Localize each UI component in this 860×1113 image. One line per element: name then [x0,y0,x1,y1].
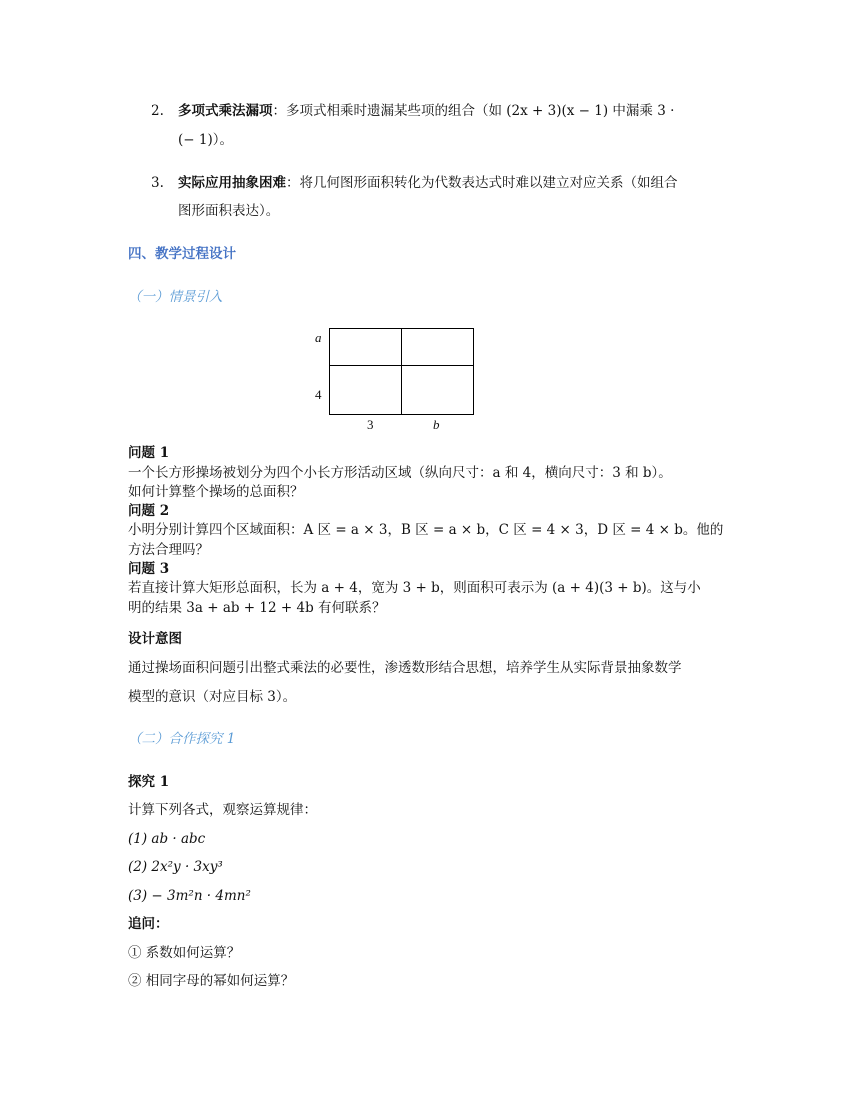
side-label-4: 4 [315,387,322,402]
side-label-a: a [315,330,322,345]
difficulty-number: 2. [151,103,164,119]
question-1-line2: 如何计算整个操场的总面积？ [128,484,304,500]
subsection-heading-1: （一）情景引入 [128,289,223,305]
followup-2: ② 相同字母的幂如何运算？ [128,973,295,989]
bottom-label-b: b [433,417,440,432]
question-2-line1: 小明分别计算四个区域面积：A 区 = a × 3，B 区 = a × b，C 区 = 4 × 3，D 区 = 4 × b。他的 [128,522,724,538]
difficulty-2-line2: (− 1)）。 [178,132,233,148]
difficulty-text: ：多项式相乘时遗漏某些项的组合（如 (2x + 3)(x − 1) 中漏乘 3 · [272,103,675,119]
difficulty-title: 实际应用抽象困难 [178,175,286,191]
question-2-title: 问题 2 [128,503,170,519]
question-2-line2: 方法合理吗？ [128,542,209,558]
intent-line2: 模型的意识（对应目标 3）。 [128,689,297,705]
explore-item-1: (1) ab · abc [128,831,206,847]
difficulty-3-line1 [178,173,678,193]
difficulty-3 [151,173,164,193]
subsection-heading-2: （二）合作探究 1 [128,731,236,747]
intent-line1: 通过操场面积问题引出整式乘法的必要性，渗透数形结合思想，培养学生从实际背景抽象数学 [128,660,682,676]
rectangle-diagram [310,322,510,437]
difficulty-text: ：将几何图形面积转化为代数表达式时难以建立对应关系（如组合 [286,175,678,191]
explore-intro: 计算下列各式，观察运算规律： [128,802,317,818]
explore-title: 探究 1 [128,774,170,790]
difficulty-3-line2: 图形面积表达）。 [178,203,280,219]
difficulty-number: 3. [151,175,164,191]
explore-item-2: (2) 2x²y · 3xy³ [128,859,223,875]
explore-item-3: (3) − 3m²n · 4mn² [128,888,251,904]
section-heading: 四、教学过程设计 [128,246,236,262]
bottom-label-3: 3 [367,417,374,432]
question-3-title: 问题 3 [128,561,170,577]
question-3-line2: 明的结果 3a + ab + 12 + 4b 有何联系？ [128,600,386,616]
question-1-line1: 一个长方形操场被划分为四个小长方形活动区域（纵向尺寸：a 和 4，横向尺寸：3 和 b）。 [128,465,672,481]
difficulty-2-line1 [178,101,674,121]
difficulty-title: 多项式乘法漏项 [178,103,273,119]
followup-title: 追问： [128,916,169,932]
followup-1: ① 系数如何运算？ [128,945,241,961]
question-3-line1: 若直接计算大矩形总面积，长为 a + 4，宽为 3 + b，则面积可表示为 (a + 4)(3 + b)。这与小 [128,580,701,596]
question-1-title: 问题 1 [128,445,170,461]
difficulty-2 [151,101,164,121]
intent-title: 设计意图 [128,631,182,647]
